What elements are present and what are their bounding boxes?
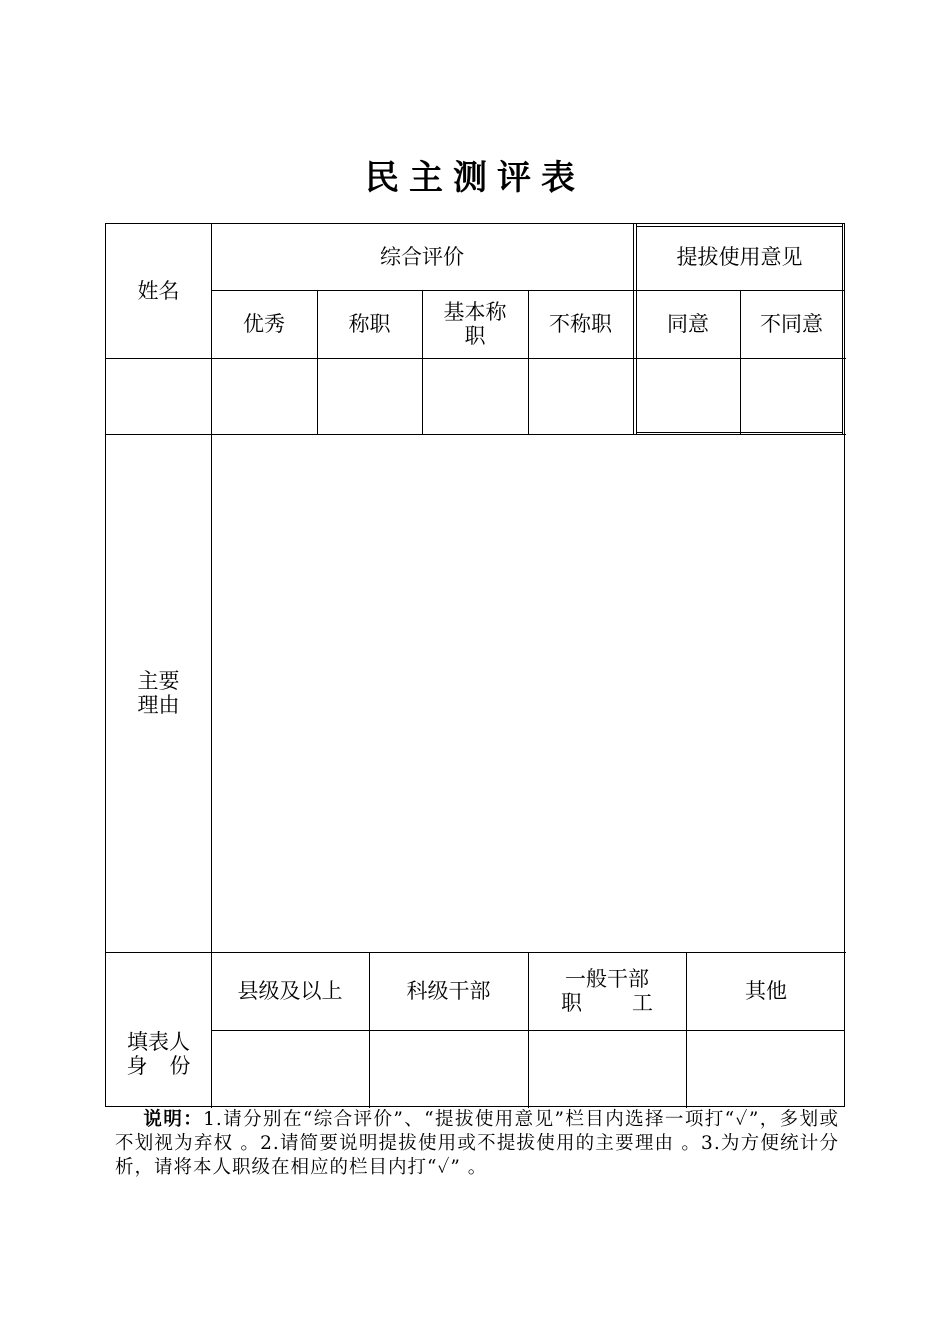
disagree-label: 不同意 [760, 312, 823, 336]
name-input-cell[interactable] [106, 358, 211, 434]
overall-header-label: 综合评价 [380, 245, 464, 269]
competent-label: 称职 [348, 312, 391, 336]
basic-competent-header [422, 290, 528, 358]
basic-competent-label-line1: 基本称 [443, 300, 507, 324]
county-level-input-cell[interactable] [211, 1030, 369, 1108]
general-staff-label-part-a: 职 [561, 991, 582, 1015]
general-staff-label-part-b: 工 [632, 991, 653, 1015]
instructions-label: 说明： [143, 1109, 204, 1130]
identity-label-part-a: 身 [126, 1054, 148, 1078]
excellent-header [211, 290, 317, 358]
excellent-input-cell[interactable] [211, 358, 317, 434]
section-level-input-cell[interactable] [369, 1030, 528, 1108]
section-level-label: 科级干部 [406, 979, 491, 1003]
promotion-header [636, 224, 843, 290]
general-staff-input-cell[interactable] [528, 1030, 686, 1108]
other-input-cell[interactable] [686, 1030, 846, 1108]
disagree-input-cell[interactable] [740, 358, 843, 434]
other-header [686, 952, 846, 1030]
evaluation-table [105, 223, 845, 1107]
general-staff-header [528, 952, 686, 1030]
basic-competent-input-cell[interactable] [422, 358, 528, 434]
agree-header [636, 290, 740, 358]
identity-header [106, 952, 211, 1108]
overall-header [211, 224, 633, 290]
incompetent-input-cell[interactable] [528, 358, 633, 434]
reason-label-line2: 理由 [137, 693, 180, 717]
identity-label-part-b: 份 [169, 1054, 191, 1078]
name-header [106, 224, 211, 358]
incompetent-header [528, 290, 633, 358]
reason-header [106, 434, 211, 952]
incompetent-label: 不称职 [549, 312, 612, 336]
reason-label-line1: 主要 [137, 669, 180, 693]
excellent-label: 优秀 [243, 312, 285, 336]
reason-input-cell[interactable] [211, 434, 846, 952]
agree-label: 同意 [667, 312, 709, 336]
grid-line [633, 224, 634, 434]
agree-input-cell[interactable] [636, 358, 740, 434]
promotion-header-label: 提拔使用意见 [676, 245, 803, 269]
identity-label-line1: 填表人 [127, 1030, 190, 1054]
instructions-note [115, 1108, 839, 1180]
page-title: 民主测评表 [365, 158, 585, 198]
disagree-header [740, 290, 843, 358]
other-label: 其他 [745, 979, 787, 1003]
competent-input-cell[interactable] [317, 358, 422, 434]
county-level-header [211, 952, 369, 1030]
section-level-header [369, 952, 528, 1030]
general-staff-label-line1: 一般干部 [565, 967, 649, 991]
instructions-text: 1.请分别在“综合评价”、“提拔使用意见”栏目内选择一项打“✓”，多划或不划视为弃权 。2.请简要说明提拔使用或不提拔使用的主要理由 。3.为方便统计分析，请将本人职级在相应的栏目内打“✓” 。 [115, 1109, 839, 1178]
county-level-label: 县级及以上 [237, 979, 343, 1003]
competent-header [317, 290, 422, 358]
basic-competent-label-line2: 职 [464, 324, 486, 348]
general-staff-label-line2 [561, 991, 653, 1015]
identity-label-line2 [127, 1054, 191, 1078]
name-header-label: 姓名 [137, 279, 180, 303]
